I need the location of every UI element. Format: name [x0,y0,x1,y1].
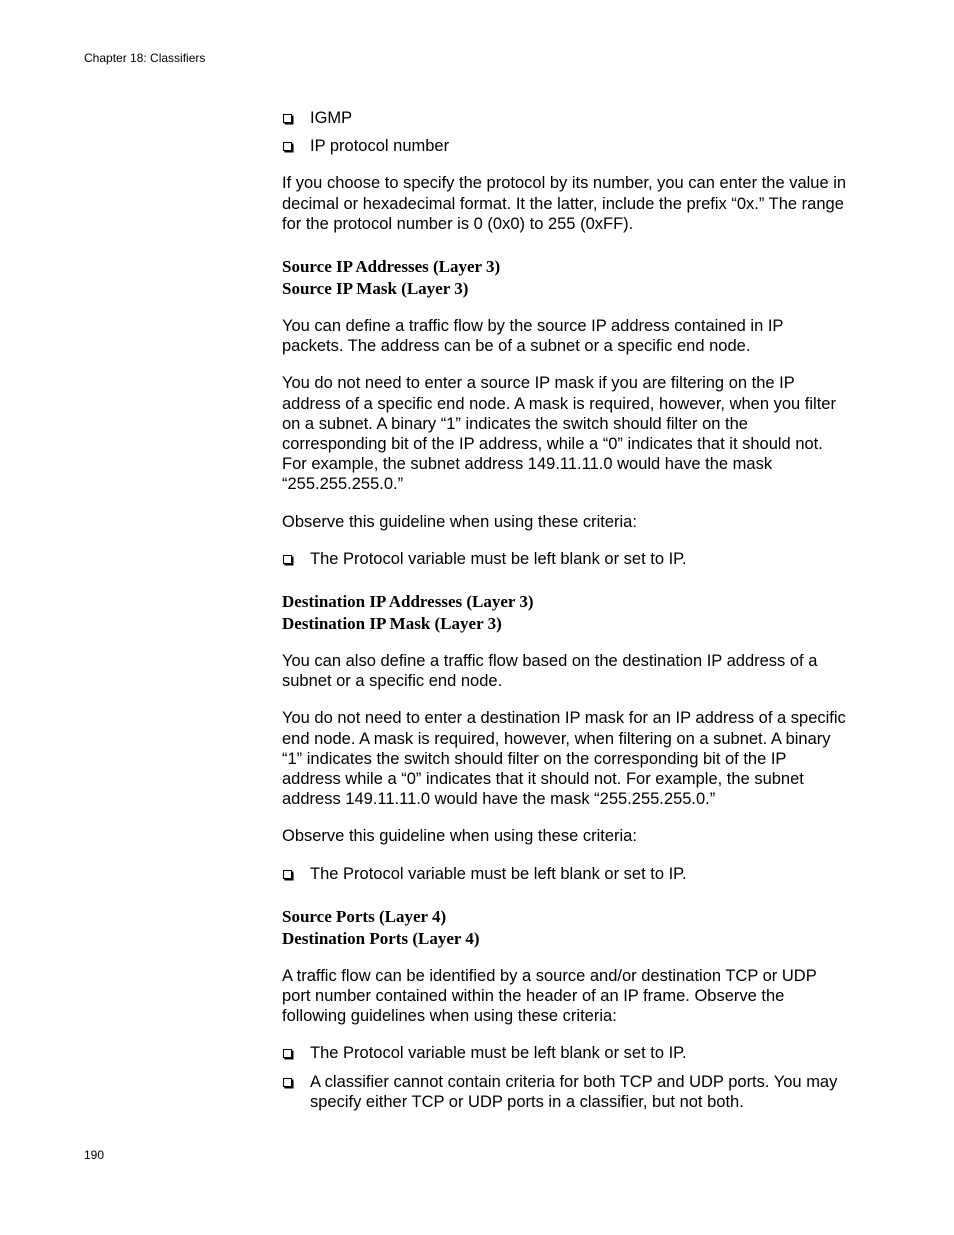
list-item-text: The Protocol variable must be left blank or set to IP. [310,1044,687,1063]
paragraph: A traffic flow can be identified by a source and/or destination TCP or UDP port number contained within the header of an IP frame. Observe the following guidelines when using these criteria: [282,966,817,1026]
heading-line: Destination Ports (Layer 4) [282,928,480,948]
heading-line: Source IP Addresses (Layer 3) [282,257,501,277]
heading-line: Source Ports (Layer 4) [282,906,447,926]
paragraph: You do not need to enter a source IP mask if you are filtering on the IP address of a specific end node. A mask is required, however, when you filter on a subnet. A binary “1” indicates the switch should filter on the corresponding bit of the IP address, while a “0” indicates that it should not. For example, the subnet address 149.11.11.0 would have the mask “255.255.255.0.” [282,374,836,494]
checkbox-bullet-icon [283,870,292,879]
checkbox-bullet-icon [283,555,292,564]
page-body [282,108,848,1129]
heading-line: Destination IP Addresses (Layer 3) [282,592,534,612]
heading-line: Source IP Mask (Layer 3) [282,279,469,299]
section-heading-destination-ip [282,591,848,635]
checkbox-bullet-icon [283,114,292,123]
list-item-text: The Protocol variable must be left blank or set to IP. [310,549,687,568]
running-header: Chapter 18: Classifiers [84,51,206,65]
paragraph: Observe this guideline when using these criteria: [282,827,637,846]
paragraph: You can define a traffic flow by the source IP address contained in IP packets. The address can be of a subnet or a specific end node. [282,317,784,356]
list-item-text: The Protocol variable must be left blank or set to IP. [310,864,687,883]
paragraph: Observe this guideline when using these criteria: [282,512,637,531]
section-heading-source-ip [282,256,848,300]
list-item-text: A classifier cannot contain criteria for both TCP and UDP ports. You may specify either TCP or UDP ports in a classifier, but not both. [310,1072,838,1111]
list-item [282,549,848,569]
section-heading-ports [282,906,848,950]
heading-line: Destination IP Mask (Layer 3) [282,614,502,634]
checkbox-bullet-icon [283,1049,292,1058]
checkbox-bullet-icon [283,142,292,151]
paragraph: If you choose to specify the protocol by its number, you can enter the value in decimal or hexadecimal format. It the latter, include the prefix “0x.” The range for the protocol number is 0 (0x0) to 255 (0xFF). [282,174,847,233]
protocol-list [282,108,848,156]
guideline-list [282,549,848,569]
page-number: 190 [84,1148,105,1162]
list-item [282,1072,848,1112]
guideline-list [282,1043,848,1112]
paragraph: You do not need to enter a destination IP mask for an IP address of a specific end node. A mask is required, however, when filtering on a subnet. A binary “1” indicates the switch should filter on the corresponding bit of the IP address while a “0” indicates that it should not. For example, the subnet address 149.11.11.0 would have the mask “255.255.255.0.” [282,709,846,809]
paragraph: You can also define a traffic flow based on the destination IP address of a subnet or a specific end node. [282,652,818,691]
checkbox-bullet-icon [283,1078,292,1087]
list-item-text: IGMP [310,109,353,127]
list-item [282,136,848,156]
list-item [282,108,848,128]
list-item [282,1043,848,1063]
list-item [282,864,848,884]
list-item-text: IP protocol number [310,137,450,156]
guideline-list [282,864,848,884]
